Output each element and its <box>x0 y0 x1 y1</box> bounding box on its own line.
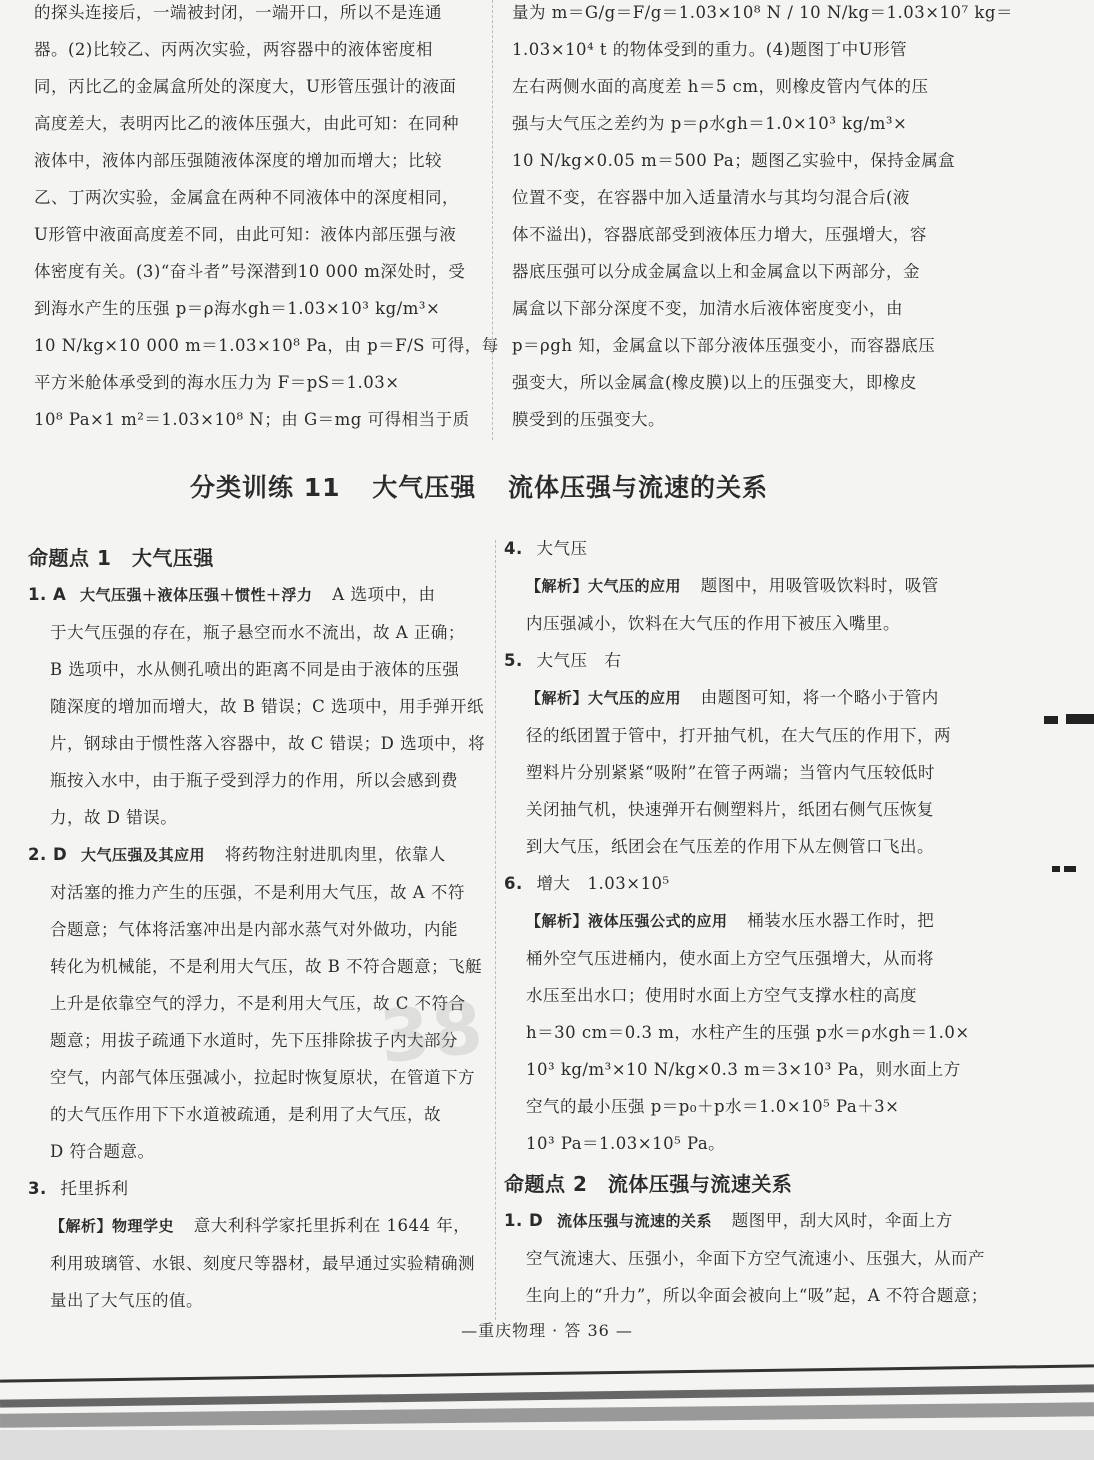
question-number: 4. <box>504 539 523 558</box>
question-6-header <box>504 865 959 902</box>
text-line: 10 N/kg×10 000 m＝1.03×10⁸ Pa，由 p＝F/S 可得，每 <box>34 336 499 355</box>
scan-edge-line <box>0 1364 1094 1382</box>
registration-mark <box>1064 866 1076 872</box>
text-line: 10³ kg/m³×10 N/kg×0.3 m＝3×10³ Pa，则水面上方 <box>526 1060 961 1079</box>
text-line: B 选项中，水从侧孔喷出的距离不同是由于液体的压强 <box>50 660 460 679</box>
text-line: 对活塞的推力产生的压强，不是利用大气压，故 A 不符 <box>50 883 465 902</box>
text-line: h＝30 cm＝0.3 m，水柱产生的压强 p水＝ρ水gh＝1.0× <box>526 1023 970 1042</box>
question-number: 1. D <box>504 1211 544 1230</box>
question-3-body <box>28 1245 483 1319</box>
text-line: 平方米舱体承受到的海水压力为 F＝pS＝1.03× <box>34 373 400 392</box>
text-line: 桶外空气压进桶内，使水面上方空气压强增大，从而将 <box>526 949 934 968</box>
text-line: 随深度的增加而增大，故 B 错误；C 选项中，用手弹开纸 <box>50 697 484 716</box>
text-line: 10 N/kg×0.05 m＝500 Pa；题图乙实验中，保持金属盒 <box>512 151 956 170</box>
scan-edge-band <box>0 1430 1094 1460</box>
text-line: 利用玻璃管、水银、刻度尺等器材，最早通过实验精确测 <box>50 1254 475 1273</box>
text-line: 于大气压强的存在，瓶子悬空而水不流出，故 A 正确； <box>50 623 465 642</box>
analysis-tag: 【解析】液体压强公式的应用 <box>526 912 728 930</box>
text-line: 到大气压，纸团会在气压差的作用下从左侧管口飞出。 <box>526 837 934 856</box>
text-line: 强与大气压之差约为 p＝ρ水gh＝1.0×10³ kg/m³× <box>512 114 908 133</box>
explanation-line: 由题图可知，将一个略小于管内 <box>700 688 939 707</box>
column-divider <box>492 0 493 440</box>
analysis-tag: 【解析】大气压的应用 <box>526 689 682 707</box>
analysis-tag: 【解析】大气压的应用 <box>526 577 682 595</box>
section-number: 分类训练 11 <box>190 473 341 502</box>
bottom-right-column <box>504 530 988 1314</box>
question-number: 6. <box>504 874 523 893</box>
text-line: 1.03×10⁴ t 的物体受到的重力。(4)题图丁中U形管 <box>512 40 908 59</box>
question-number: 2. D <box>28 845 68 864</box>
text-line: 瓶按入水中，由于瓶子受到浮力的作用，所以会感到费 <box>50 771 458 790</box>
text-line: 题意；用拔子疏通下水道时，先下压排除拔子内大部分 <box>50 1031 458 1050</box>
explanation-line: 桶装水压水器工作时，把 <box>747 911 935 930</box>
page-footer: —重庆物理 · 答 36 — <box>461 1321 633 1340</box>
question-5-header <box>504 642 959 679</box>
text-line: 10⁸ Pa×1 m²＝1.03×10⁸ N；由 G＝mg 可得相当于质 <box>34 410 470 429</box>
explanation-line: 意大利科学家托里拆利在 1644 年， <box>193 1216 471 1235</box>
text-line: 膜受到的压强变大。 <box>512 410 665 429</box>
text-line: 量出了大气压的值。 <box>50 1291 203 1310</box>
text-line: 塑料片分别紧紧“吸附”在管子两端；当管内气压较低时 <box>526 763 935 782</box>
answer-text: 大气压 右 <box>536 651 622 670</box>
text-line: 器底压强可以分成金属盒以上和金属盒以下两部分，金 <box>512 262 920 281</box>
text-line: 力，故 D 错误。 <box>50 808 178 827</box>
topic-tag: 流体压强与流速的关系 <box>556 1212 712 1230</box>
analysis-line <box>504 902 959 940</box>
question-4-header <box>504 530 959 567</box>
text-line: 内压强减小，饮料在大气压的作用下被压入嘴里。 <box>526 614 900 633</box>
text-line: 属盒以下部分深度不变，加清水后液体密度变小，由 <box>512 299 903 318</box>
explanation-line: 题图甲，刮大风时，伞面上方 <box>731 1211 953 1230</box>
watermark-logo: 38 <box>375 984 489 1080</box>
text-line: 上升是依靠空气的浮力，不是利用大气压，故 C 不符合 <box>50 994 466 1013</box>
question-number: 1. A <box>28 585 67 604</box>
topic-tag: 大气压强＋液体压强＋惯性＋浮力 <box>80 586 313 604</box>
text-line: 片，钢球由于惯性落入容器中，故 C 错误；D 选项中，将 <box>50 734 486 753</box>
section-title <box>190 468 790 504</box>
question-1-header <box>28 576 483 614</box>
text-line: 空气的最小压强 p＝p₀＋p水＝1.0×10⁵ Pa＋3× <box>526 1097 900 1116</box>
text-line: 水压至出水口；使用时水面上方空气支撑水柱的高度 <box>526 986 917 1005</box>
text-line: 空气流速大、压强小，伞面下方空气流速小、压强大，从而产 <box>526 1249 985 1268</box>
text-line: 左右两侧水面的高度差 h＝5 cm，则橡皮管内气体的压 <box>512 77 929 96</box>
question-number: 3. <box>28 1179 47 1198</box>
bottom-left-column <box>28 540 486 1319</box>
text-line: 的大气压作用下下水道被疏通，是利用了大气压，故 <box>50 1105 441 1124</box>
topic-heading-2: 命题点 2 流体压强与流速关系 <box>504 1172 793 1196</box>
text-line: 合题意；气体将活塞冲出是内部水蒸气对外做功，内能 <box>50 920 458 939</box>
text-line: 关闭抽气机，快速弹开右侧塑料片，纸团右侧气压恢复 <box>526 800 934 819</box>
topic-tag: 大气压强及其应用 <box>80 846 205 864</box>
registration-mark <box>1044 716 1058 724</box>
question-r1-header <box>504 1202 959 1240</box>
question-3-header <box>28 1170 483 1207</box>
question-6-body <box>504 940 970 1162</box>
text-line: 生向上的“升力”，所以伞面会被向上“吸”起，A 不符合题意； <box>526 1286 988 1305</box>
text-line: 到海水产生的压强 p＝ρ海水gh＝1.03×10³ kg/m³× <box>34 299 441 318</box>
explanation-line: A 选项中，由 <box>332 585 436 604</box>
section-part1: 大气压强 <box>372 473 477 502</box>
question-2-header <box>28 836 483 874</box>
registration-mark <box>1052 866 1060 872</box>
text-line: 高度差大，表明丙比乙的液体压强大，由此可知：在同种 <box>34 114 459 133</box>
question-1-body <box>28 614 486 836</box>
section-part2: 流体压强与流速的关系 <box>507 473 768 502</box>
text-line: 量为 m＝G/g＝F/g＝1.03×10⁸ N / 10 N/kg＝1.03×10⁷ kg＝ <box>512 3 1013 22</box>
registration-mark <box>1066 714 1094 724</box>
top-left-column <box>34 0 499 438</box>
text-line: U形管中液面高度差不同，由此可知：液体内部压强与液 <box>34 225 457 244</box>
analysis-tag: 【解析】物理学史 <box>50 1217 175 1235</box>
explanation-line: 题图中，用吸管吸饮料时，吸管 <box>700 576 939 595</box>
text-line: 体不溢出)，容器底部受到液体压力增大，压强增大，容 <box>512 225 927 244</box>
analysis-line <box>504 679 959 717</box>
text-line: 液体中，液体内部压强随液体深度的增加而增大；比较 <box>34 151 442 170</box>
text-line: p＝ρgh 知，金属盒以下部分液体压强变小，而容器底压 <box>512 336 936 355</box>
question-number: 5. <box>504 651 523 670</box>
answer-text: 大气压 <box>536 539 588 558</box>
analysis-line <box>504 567 959 605</box>
text-line: 转化为机械能，不是利用大气压，故 B 不符合题意；飞艇 <box>50 957 483 976</box>
column-divider <box>495 540 496 1320</box>
text-line: 乙、丁两次实验，金属盒在两种不同液体中的深度相同， <box>34 188 459 207</box>
text-line: 径的纸团置于管中，打开抽气机，在大气压的作用下，两 <box>526 726 951 745</box>
text-line: 器。(2)比较乙、丙两次实验，两容器中的液体密度相 <box>34 40 433 59</box>
text-line: 强变大，所以金属盒(橡皮膜)以上的压强变大，即橡皮 <box>512 373 917 392</box>
text-line: 位置不变，在容器中加入适量清水与其均匀混合后(液 <box>512 188 910 207</box>
text-line: D 符合题意。 <box>50 1142 155 1161</box>
top-right-column <box>512 0 1013 438</box>
question-5-body <box>504 717 959 865</box>
answer-text: 托里拆利 <box>60 1179 129 1198</box>
question-4-body <box>504 605 959 642</box>
text-line: 10³ Pa＝1.03×10⁵ Pa。 <box>526 1134 726 1153</box>
text-line: 体密度有关。(3)“奋斗者”号深潜到10 000 m深处时，受 <box>34 262 466 281</box>
text-line: 的探头连接后，一端被封闭，一端开口，所以不是连通 <box>34 3 442 22</box>
question-r1-body <box>504 1240 988 1314</box>
topic-heading-1: 命题点 1 大气压强 <box>28 546 214 570</box>
explanation-line: 将药物注射进肌肉里，依靠人 <box>224 845 446 864</box>
text-line: 同，丙比乙的金属盒所处的深度大，U形管压强计的液面 <box>34 77 457 96</box>
analysis-line <box>28 1207 483 1245</box>
text-line: 空气，内部气体压强减小，拉起时恢复原状，在管道下方 <box>50 1068 475 1087</box>
scan-edge-line <box>0 1402 1094 1427</box>
answer-text: 增大 1.03×10⁵ <box>536 874 670 893</box>
